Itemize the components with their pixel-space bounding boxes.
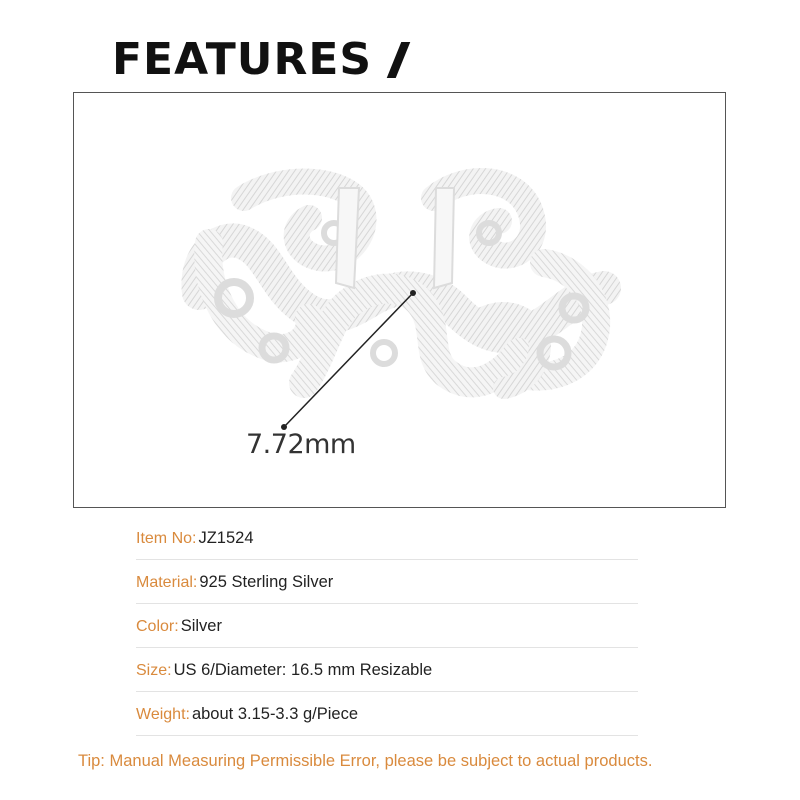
tip-note: Tip: Manual Measuring Permissible Error, please be subject to actual products. <box>78 752 653 770</box>
spec-value: JZ1524 <box>198 529 254 547</box>
spec-row-color <box>136 604 638 648</box>
product-image-frame <box>73 92 726 508</box>
slash-icon <box>387 42 411 78</box>
measurement-label: 7.72mm <box>246 429 356 460</box>
spec-key: Color: <box>136 617 179 635</box>
page-title: FEATURES <box>112 34 373 85</box>
spec-row-item-no <box>136 516 638 560</box>
spec-value: 925 Sterling Silver <box>199 573 334 591</box>
page-title-container <box>112 30 403 90</box>
spec-value: Silver <box>180 617 222 635</box>
spec-key: Item No: <box>136 529 197 547</box>
spec-key: Size: <box>136 661 172 679</box>
ring-image <box>74 93 725 507</box>
spec-value: about 3.15-3.3 g/Piece <box>191 705 358 723</box>
spec-key: Material: <box>136 573 198 591</box>
spec-row-material <box>136 560 638 604</box>
spec-key: Weight: <box>136 705 190 723</box>
spec-value: US 6/Diameter: 16.5 mm Resizable <box>173 661 433 679</box>
ring-body <box>198 181 604 388</box>
spec-list <box>136 516 638 736</box>
spec-row-size <box>136 648 638 692</box>
spec-row-weight <box>136 692 638 736</box>
